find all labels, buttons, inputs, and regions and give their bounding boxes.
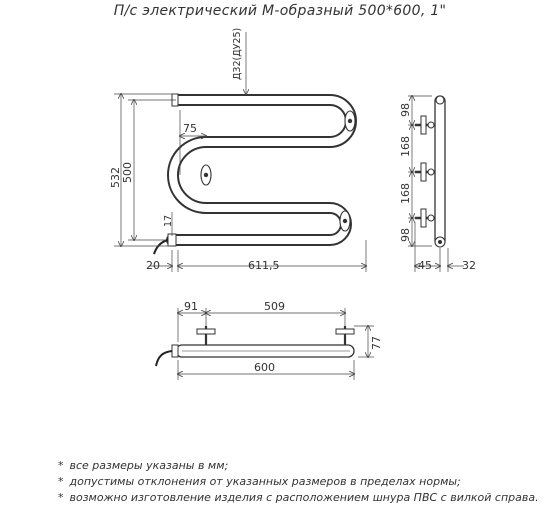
notes-list xyxy=(58,458,558,506)
bracket-top xyxy=(345,111,355,131)
dim-75: 75 xyxy=(183,122,197,135)
dim-32: 32 xyxy=(462,259,476,272)
power-cable xyxy=(154,240,168,254)
top-end-cap-left xyxy=(172,345,178,357)
top-view xyxy=(156,300,383,380)
bracket-middle xyxy=(201,165,211,185)
dim-77: 77 xyxy=(370,336,383,350)
dim-45: 45 xyxy=(418,259,432,272)
dim-91: 91 xyxy=(184,300,198,313)
connector-label: Д32(ДУ25) xyxy=(232,27,243,80)
m-shaped-pipe xyxy=(172,100,351,240)
dim-611-5: 611,5 xyxy=(248,259,280,272)
side-pipe xyxy=(435,96,445,246)
dim-509: 509 xyxy=(264,300,285,313)
dim-98-bottom: 98 xyxy=(399,228,412,242)
top-power-cable xyxy=(156,351,172,366)
side-top-end xyxy=(436,96,444,104)
dim-17: 17 xyxy=(163,214,174,227)
dim-600: 600 xyxy=(254,361,275,374)
dim-532: 532 xyxy=(109,167,122,188)
drawing-title: П/с электрический М-образный 500*600, 1" xyxy=(113,3,447,19)
dim-98-top: 98 xyxy=(399,103,412,117)
dim-20: 20 xyxy=(146,259,160,272)
dim-168-a: 168 xyxy=(399,136,412,157)
top-bracket-right xyxy=(336,326,354,345)
bracket-bottom xyxy=(340,211,350,231)
front-view xyxy=(109,28,366,272)
side-view xyxy=(399,96,476,272)
top-bracket-left xyxy=(197,326,215,345)
note-item: * возможно изготовление изделия с расположением шнура ПВС с вилкой справа. xyxy=(58,491,539,504)
dim-168-b: 168 xyxy=(399,183,412,204)
dim-500: 500 xyxy=(121,162,134,183)
note-item: * все размеры указаны в мм; xyxy=(58,459,229,472)
note-item: * допустимы отклонения от указанных размеров в пределах нормы; xyxy=(58,475,461,488)
